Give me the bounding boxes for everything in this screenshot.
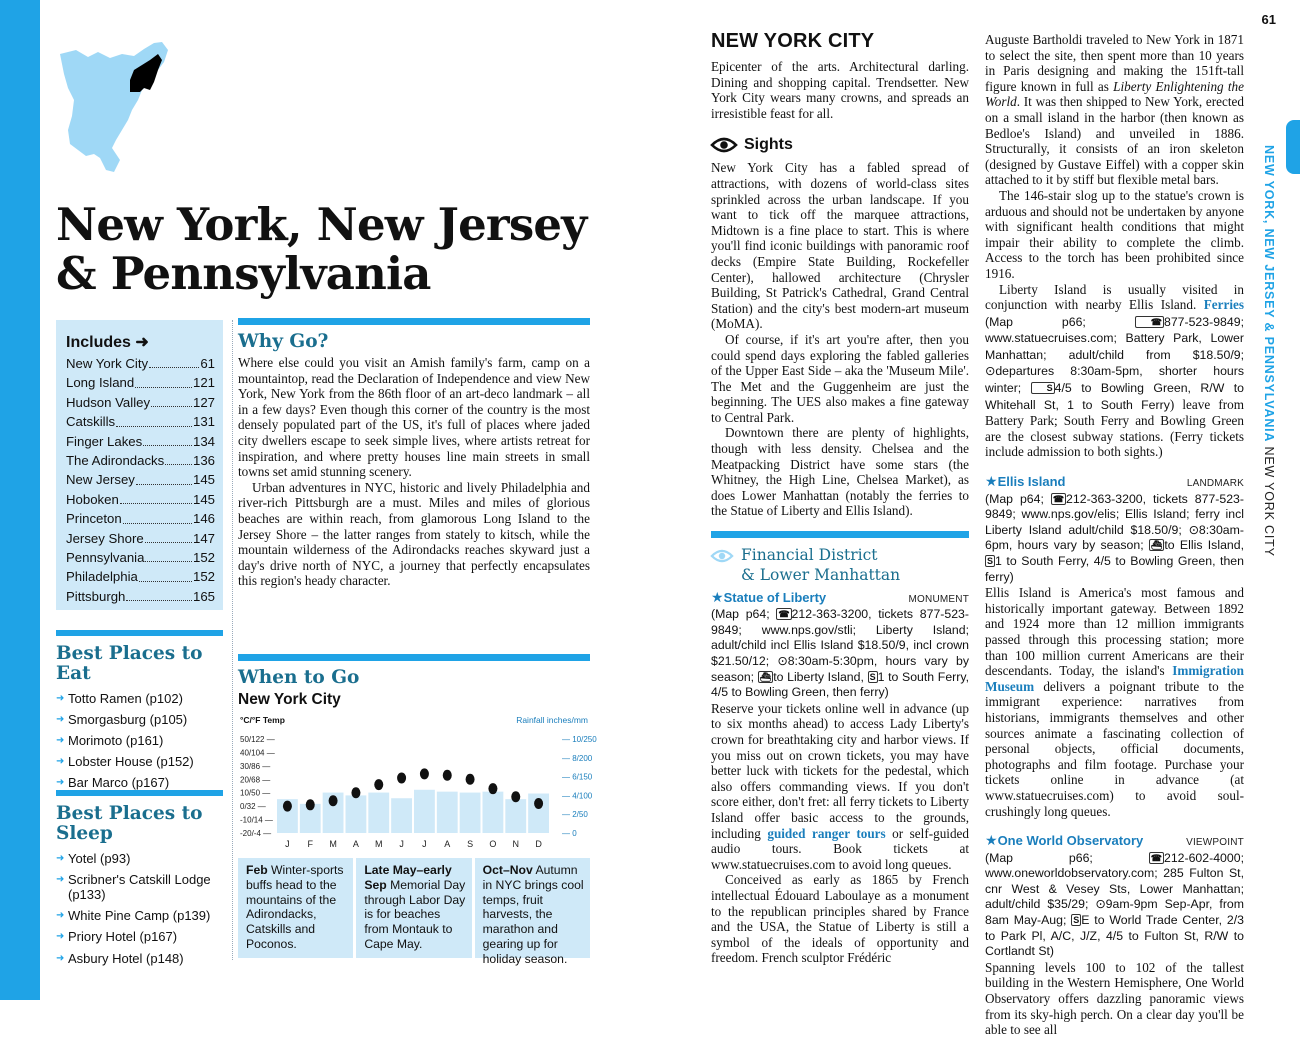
rainfall-bar bbox=[437, 792, 458, 833]
includes-item[interactable] bbox=[66, 373, 215, 392]
listing-header bbox=[985, 833, 1244, 851]
hours-text: 9am-9pm Sep-Apr, from 8am May-Aug bbox=[985, 897, 1245, 928]
listing-ellis-island bbox=[985, 474, 1244, 585]
includes-item-label: New York City bbox=[66, 356, 149, 371]
best-places-sleep bbox=[56, 790, 223, 972]
listing-info bbox=[985, 851, 1244, 960]
month-label: J bbox=[399, 839, 404, 849]
temperature-point bbox=[374, 779, 383, 790]
nyc-column-1 bbox=[711, 30, 969, 966]
includes-item[interactable] bbox=[66, 509, 215, 528]
listing-one-world-observatory bbox=[985, 833, 1244, 960]
info-text: (Map p64; bbox=[985, 491, 1051, 506]
nyc-column-2 bbox=[985, 32, 1244, 1038]
phone-text: 212-363-3200, tickets 877-523-9849 bbox=[711, 607, 969, 637]
temperature-point bbox=[488, 783, 497, 794]
leader-dots bbox=[126, 587, 192, 601]
includes-item-page: 136 bbox=[192, 453, 215, 469]
phone-text: 212-602-4000 bbox=[1163, 850, 1241, 865]
temperature-point bbox=[397, 772, 406, 783]
subway-text: 1 to South Ferry, 4/5 to Bowling Green, then ferry) bbox=[711, 669, 970, 700]
temperature-point bbox=[420, 768, 429, 779]
includes-item[interactable] bbox=[66, 451, 215, 470]
temp-tick-label: 10/50 — bbox=[240, 788, 271, 798]
owo-text bbox=[985, 960, 1244, 1038]
temperature-point bbox=[351, 787, 360, 798]
month-label: D bbox=[535, 839, 542, 849]
eye-icon bbox=[711, 549, 733, 563]
column-divider bbox=[232, 320, 233, 960]
subway-icon: S bbox=[1073, 915, 1080, 926]
statue-paragraph bbox=[711, 701, 969, 873]
rainfall-bar bbox=[368, 793, 389, 833]
rainfall-bar bbox=[483, 792, 504, 833]
info-text: ; bbox=[1140, 538, 1149, 553]
text-run: delivers a poignant tribute to the immigrant experience: narratives from historians, immigrants themselves and other sources animate a fascinating collection of personal objects, official documents, photographs and film footage. Purchase your tickets online in advance (at www.statuecruises.com) to avoid soul-crushingly long queues. bbox=[985, 678, 1244, 819]
chapter-title-line1: New York, New Jersey bbox=[56, 198, 587, 251]
text-emphasis: Liberty Enlightening the World bbox=[985, 78, 1244, 110]
leader-dots bbox=[123, 509, 192, 523]
climate-chart bbox=[238, 713, 597, 853]
best-sleep-item[interactable]: ➜ Priory Hotel (p167) bbox=[56, 929, 223, 945]
hours-text: 8:30am-6pm, hours vary by season bbox=[985, 522, 1244, 553]
includes-item-label: Jersey Shore bbox=[66, 530, 144, 546]
listing-type: MONUMENT bbox=[908, 593, 969, 605]
temperature-point bbox=[466, 774, 475, 785]
month-label: M bbox=[375, 839, 383, 849]
rainfall-bar bbox=[391, 798, 412, 833]
includes-item-label: Pennsylvania bbox=[66, 550, 145, 566]
phone-icon: ☎ bbox=[1135, 316, 1164, 328]
nyc-heading: NEW YORK CITY bbox=[711, 30, 875, 52]
ferry-icon: ⛴ bbox=[1150, 540, 1163, 551]
rain-tick-label: — 0 bbox=[562, 829, 577, 838]
best-sleep-item[interactable]: ➜ Yotel (p93) bbox=[56, 851, 223, 867]
left-edge-bar bbox=[0, 0, 40, 1000]
clock-icon: ⊙ bbox=[985, 364, 996, 379]
best-eat-item[interactable]: ➜ Bar Marco (p167) bbox=[56, 775, 223, 791]
best-sleep-list bbox=[56, 851, 223, 966]
sights-text bbox=[711, 160, 969, 519]
leader-dots bbox=[136, 470, 192, 484]
subway-text: 1 to South Ferry, 4/5 to Bowling Green, then ferry) bbox=[985, 554, 1244, 584]
sights-paragraph: Downtown there are plenty of highlights, though with less density. Chelsea and the Meatpacking District have some stars (the Whitney, the High Line, Chelsea Market), as does Lower Manhattan (notably the ferries to the Statue of Liberty and Ellis Island). bbox=[711, 425, 969, 519]
why-go-section bbox=[238, 318, 590, 589]
subway-text: 4/5 to Bowling Green, R/W to Whitehall St, 1 to South Ferry bbox=[985, 381, 1244, 412]
sights-paragraph: New York City has a fabled spread of attractions, with dozens of world-class sites sprinkled across the urban landscape. If you want to tick off the marquee attractions, Midtown is a fine place to start. This is where you'll find iconic buildings with panoramic roof decks (Empire State Building, Rockefeller Center), hallowed architecture (Chrysler Building, St Patrick's Cathedral, Grand Central Station) and the city's best modern-art museum (MoMA). bbox=[711, 160, 969, 332]
ferry-text: to Ellis Island, bbox=[1164, 538, 1244, 553]
temp-tick-label: 30/86 — bbox=[240, 761, 271, 771]
leader-dots bbox=[151, 393, 192, 407]
clock-icon: ⊙ bbox=[777, 654, 788, 669]
includes-item[interactable] bbox=[66, 393, 215, 412]
month-label: S bbox=[467, 839, 474, 849]
text-run: Auguste Bartholdi traveled to New York in 1871 to select the site, then spent more than 10 years in Paris designing and making the 151ft-tall figure known in full as bbox=[985, 32, 1244, 94]
temperature-point bbox=[283, 801, 292, 812]
best-sleep-item[interactable]: ➜ Scribner's Catskill Lodge (p133) bbox=[56, 872, 223, 903]
listing-header bbox=[711, 590, 969, 608]
includes-item-label: The Adirondacks bbox=[66, 453, 165, 469]
listing-header bbox=[985, 474, 1244, 492]
includes-item[interactable] bbox=[66, 567, 215, 586]
month-label: O bbox=[489, 839, 497, 849]
includes-item[interactable] bbox=[66, 412, 215, 431]
side-label-section: NEW YORK CITY bbox=[1262, 442, 1276, 557]
rainfall-bar bbox=[346, 795, 367, 833]
month-label: A bbox=[444, 839, 451, 849]
rain-axis-label: Rainfall inches/mm bbox=[516, 715, 588, 725]
clock-icon: ⊙ bbox=[1188, 522, 1199, 537]
section-rule bbox=[238, 318, 590, 325]
includes-item-label: Hudson Valley bbox=[66, 394, 151, 410]
best-eat-item[interactable]: ➜ Morimoto (p161) bbox=[56, 733, 223, 749]
eye-icon bbox=[711, 137, 737, 153]
rain-tick-label: — 8/200 bbox=[562, 753, 593, 763]
leader-dots bbox=[149, 354, 199, 368]
text-run: Liberty Island is usually visited in conjunction with nearby Ellis Island. bbox=[985, 281, 1244, 313]
rain-tick-label: — 2/50 bbox=[562, 810, 588, 820]
temp-tick-label: 0/32 — bbox=[240, 802, 266, 812]
includes-item-page: 127 bbox=[192, 394, 215, 410]
includes-item-label: Pittsburgh bbox=[66, 588, 126, 604]
includes-item[interactable] bbox=[66, 470, 215, 489]
season-text: Autumn in NYC brings cool temps, fruit harvests, the marathon and gearing up for holiday season. bbox=[482, 863, 584, 966]
includes-item-page: 165 bbox=[192, 588, 215, 604]
includes-item-page: 152 bbox=[192, 569, 215, 585]
info-text: ; bbox=[1062, 913, 1072, 928]
best-sleep-item[interactable]: ➜ Asbury Hotel (p148) bbox=[56, 951, 223, 967]
phone-icon: ☎ bbox=[1052, 493, 1065, 504]
includes-item-label: Philadelphia bbox=[66, 569, 138, 585]
hours-text: 8:30am-5:30pm, hours vary by season bbox=[711, 654, 969, 684]
listing-title bbox=[711, 590, 826, 607]
subway-icon: S bbox=[1031, 382, 1055, 394]
info-text: ; www.nps.gov/stli; Liberty Island; adult/child incl Ellis Island $18.50/9, incl crown $21.50/12; bbox=[711, 622, 969, 669]
includes-item-label: Princeton bbox=[66, 511, 122, 527]
month-label: N bbox=[512, 839, 519, 849]
listing-info bbox=[985, 492, 1244, 586]
best-eat-heading: Best Places to Eat bbox=[56, 643, 203, 685]
owo-paragraph: Spanning levels 100 to 102 of the tallest building in the Western Hemisphere, One World Observatory offers dazzling panoramic views from its sky-high perch. On a clear day you'll be able to see all bbox=[985, 959, 1244, 1038]
includes-item-page: 145 bbox=[192, 472, 215, 488]
listing-title bbox=[985, 474, 1065, 491]
info-text: ; www.statuecruises.com; Battery Park, Lower Manhattan; adult/child from $18.50/9; bbox=[985, 314, 1244, 362]
statue-paragraph bbox=[985, 282, 1244, 461]
fd-heading-line1: Financial District bbox=[741, 546, 878, 565]
rainfall-bar bbox=[414, 790, 435, 833]
month-label: J bbox=[422, 839, 427, 849]
when-to-go-city: New York City bbox=[238, 691, 341, 708]
month-label: A bbox=[352, 839, 359, 849]
side-label-chapter: NEW YORK, NEW JERSEY & PENNSYLVANIA bbox=[1262, 145, 1276, 443]
temp-tick-label: 50/122 — bbox=[240, 735, 275, 744]
temp-tick-label: -10/14 — bbox=[240, 815, 273, 825]
text-run: or self-guided audio tours. Book tickets at www.statuecruises.com to avoid long queues. bbox=[711, 825, 970, 872]
ferries-link[interactable]: Ferries bbox=[1203, 297, 1244, 313]
why-go-paragraph: Where else could you visit an Amish family's farm, camp on a mountaintop, read the Declaration of Independence and view New York, New York from the 86th floor of an art-deco landmark – all in a few days? Even though this corner of the country is the most densely populated part of the US, it's full of places where jaded city dwellers escape to seek simple lives, where artists retreat for inspiration, and where pretty houses line main streets in small towns set amid stunning scenery. bbox=[238, 355, 590, 480]
ferry-icon: ⛴ bbox=[759, 671, 772, 682]
season-text: Memorial Day through Labor Day is for beaches from Montauk to Cape May. bbox=[364, 877, 466, 951]
chapter-tab bbox=[1286, 120, 1300, 174]
includes-item-page: 121 bbox=[192, 375, 215, 391]
subway-icon: S bbox=[987, 556, 994, 566]
chapter-title bbox=[56, 198, 616, 301]
why-go-heading: Why Go? bbox=[238, 331, 329, 352]
temp-axis-label: °C/°F Temp bbox=[240, 715, 285, 725]
section-rule bbox=[56, 790, 223, 796]
season-box bbox=[356, 858, 471, 958]
sights-paragraph: Of course, if it's art you're after, then you could spend days exploring the fabled galleries of the Upper East Side – aka the 'Museum Mile'. The Met and the Guggenheim are just the beginning. The UES also makes a fine gateway to Central Park. bbox=[711, 331, 969, 425]
best-eat-list bbox=[56, 691, 223, 791]
temperature-point bbox=[511, 791, 520, 802]
star-icon: ★ bbox=[985, 473, 998, 490]
clock-icon: ⊙ bbox=[1095, 897, 1106, 912]
fd-heading-line2: & Lower Manhattan bbox=[741, 565, 901, 584]
listing-type: VIEWPOINT bbox=[1186, 837, 1244, 849]
season-boxes bbox=[238, 858, 590, 966]
includes-item[interactable] bbox=[66, 529, 215, 548]
climate-chart-svg bbox=[238, 713, 597, 853]
temp-tick-label: 40/104 — bbox=[240, 748, 275, 758]
financial-district-section bbox=[711, 531, 969, 966]
text-run: Reserve your tickets online well in advance (up to six months ahead) to access Lady Liberty's crown for breathtaking city and harbor views. If you miss out on crown tickets, you may have better luck with tickets for the pedestal, which also offers commanding views. If you don't score either, don't fret: all ferry tickets to Liberty Island offer basic access to the grounds, including bbox=[711, 700, 969, 841]
includes-item-page: 131 bbox=[192, 414, 215, 430]
month-label: M bbox=[329, 839, 337, 849]
hours-text: departures 8:30am-5pm, shorter hours winter; bbox=[985, 364, 1244, 396]
includes-item[interactable] bbox=[66, 354, 215, 373]
best-eat-item[interactable]: ➜ Totto Ramen (p102) bbox=[56, 691, 223, 707]
listing-title bbox=[985, 833, 1143, 850]
temperature-point bbox=[329, 795, 338, 806]
info-text: ; www.oneworldobservatory.com; 285 Fulton St, cnr West & Vesey Sts, Lower Manhattan; adult/child $35/29; bbox=[985, 850, 1244, 912]
includes-heading: Includes ➜ bbox=[66, 334, 149, 351]
star-icon: ★ bbox=[711, 588, 724, 605]
includes-item[interactable] bbox=[66, 432, 215, 451]
info-text: (Map p66; bbox=[985, 850, 1149, 865]
month-label: J bbox=[285, 839, 290, 849]
phone-icon: ☎ bbox=[778, 609, 790, 620]
month-label: F bbox=[307, 839, 313, 849]
listing-info bbox=[711, 607, 969, 701]
text-run: Ellis Island is America's most famous and historically important gateway. Between 1892 and 1924 more than 12 million immigrants passed through this processing station; more than 100 million current Americans are their descendants. Today, the island's bbox=[985, 585, 1244, 679]
temperature-point bbox=[306, 799, 315, 810]
info-text: ; bbox=[750, 669, 758, 684]
section-rule bbox=[711, 531, 969, 538]
listing-name[interactable]: One World Observatory bbox=[997, 833, 1144, 849]
temperature-point bbox=[443, 770, 452, 781]
temp-tick-label: 20/68 — bbox=[240, 775, 271, 785]
includes-item-page: 145 bbox=[192, 491, 215, 507]
includes-item-label: Hoboken bbox=[66, 491, 119, 507]
season-period: Feb bbox=[246, 863, 268, 877]
leader-dots bbox=[135, 373, 192, 387]
leader-dots bbox=[116, 412, 192, 426]
listing-type: LANDMARK bbox=[1186, 478, 1244, 490]
temp-tick-label: -20/-4 — bbox=[240, 829, 272, 838]
why-go-paragraph: Urban adventures in NYC, historic and lively Philadelphia and river-rich Pittsburgh are a must. Miles and miles of glorious beaches are within reach, from glamorous Long Island to the Jersey Shore – the latter ranges from stately to kitsch, while the mountain wilderness of the Adirondacks reaches skyward just a day's drive north of NYC, a journey that perfectly encapsulates this region's heady character. bbox=[238, 479, 590, 589]
why-go-text bbox=[238, 355, 590, 589]
includes-list bbox=[66, 354, 215, 606]
includes-item-page: 152 bbox=[192, 550, 215, 566]
statue-paragraph: The 146-stair slog up to the statue's crown is arduous and should not be undertaken by anyone with significant health conditions that might impair their ability to complete the climb. Access to the torch has been prohibited since 1916. bbox=[985, 187, 1244, 281]
statue-paragraph: Conceived as early as 1865 by French intellectual Édouard Laboulaye as a monument to the republican principles shared by France and the USA, the Statue of Liberty is still a symbol of the ideals of opportunity and freedom. French sculptor Frédéric bbox=[711, 872, 969, 966]
temperature-point bbox=[534, 798, 543, 809]
rainfall-bar bbox=[505, 799, 526, 833]
season-period: Late May–early Sep bbox=[364, 863, 452, 892]
listing-name[interactable]: Statue of Liberty bbox=[723, 589, 827, 605]
includes-item-page: 146 bbox=[192, 511, 215, 527]
ellis-paragraph bbox=[985, 585, 1244, 819]
includes-item-label: New Jersey bbox=[66, 472, 135, 488]
ferry-text: to Liberty Island, bbox=[773, 669, 868, 684]
rainfall-bar bbox=[460, 793, 481, 833]
includes-item[interactable] bbox=[66, 490, 215, 509]
phone-text: 212-363-3200, tickets 877-523-9849 bbox=[985, 491, 1244, 522]
chapter-title-line2: & Pennsylvania bbox=[56, 247, 431, 301]
when-to-go-section bbox=[238, 654, 597, 966]
phone-text: 877-523-9849 bbox=[1163, 314, 1241, 329]
includes-item-label: Long Island bbox=[66, 375, 135, 391]
ranger-tours-link[interactable]: guided ranger tours bbox=[767, 825, 886, 841]
chapter-side-label bbox=[1262, 145, 1276, 557]
best-eat-item[interactable]: ➜ Lobster House (p152) bbox=[56, 754, 223, 770]
leader-dots bbox=[165, 451, 192, 465]
text-run: . It was then shipped to New York, erected on a small island in the harbor (then known as Bedloe's Island) and unveiled in 1886. Structurally, it consists of an iron skeleton (designed by Gustave Eiffel) with a copper skin attached to it by stiff but flexible metal bars. bbox=[985, 94, 1244, 188]
includes-item-label: Finger Lakes bbox=[66, 433, 143, 449]
includes-item[interactable] bbox=[66, 548, 215, 567]
best-eat-item[interactable]: ➜ Smorgasburg (p105) bbox=[56, 712, 223, 728]
rain-tick-label: — 10/250 bbox=[562, 735, 597, 744]
nyc-intro: Epicenter of the arts. Architectural darling. Dining and shopping capital. Trendsetter. New York City wears many crowns, and spreads an irresistible feast for all. bbox=[711, 59, 969, 121]
best-sleep-heading: Best Places to Sleep bbox=[56, 803, 203, 845]
subway-icon: S bbox=[869, 671, 876, 682]
includes-item[interactable] bbox=[66, 587, 215, 606]
ellis-text bbox=[985, 585, 1244, 819]
includes-item-page: 61 bbox=[200, 356, 215, 371]
leader-dots bbox=[139, 567, 192, 581]
sights-heading: Sights bbox=[744, 136, 793, 154]
best-places-eat bbox=[56, 630, 223, 796]
leader-dots bbox=[143, 432, 192, 446]
includes-item-page: 147 bbox=[192, 530, 215, 546]
season-period: Oct–Nov bbox=[482, 863, 533, 877]
statue-continued-text bbox=[985, 32, 1244, 460]
season-text: Winter-sports buffs head to the mountains of the Adirondacks, Catskills and Poconos. bbox=[246, 863, 344, 951]
includes-item-page: 134 bbox=[192, 433, 215, 449]
best-sleep-item[interactable]: ➜ White Pine Camp (p139) bbox=[56, 908, 223, 924]
leader-dots bbox=[120, 490, 192, 504]
info-text: (Map p64; bbox=[711, 607, 777, 622]
listing-name[interactable]: Ellis Island bbox=[997, 474, 1066, 490]
section-rule bbox=[56, 630, 223, 636]
rain-tick-label: — 4/100 bbox=[562, 791, 593, 801]
season-box bbox=[238, 858, 353, 958]
text-run: ) leave from Battery Park; South Ferry and Bowling Green are the closest subway stations. (Ferry tickets include admission to both sights.) bbox=[985, 396, 1244, 460]
financial-district-heading bbox=[741, 546, 900, 586]
leader-dots bbox=[145, 529, 192, 543]
includes-item-label: Catskills bbox=[66, 414, 116, 430]
sights-heading-row bbox=[711, 136, 969, 154]
leader-dots bbox=[145, 548, 192, 562]
locator-map bbox=[54, 30, 184, 180]
rain-tick-label: — 6/150 bbox=[562, 772, 593, 782]
info-text: (Map p66; bbox=[985, 314, 1135, 329]
section-rule bbox=[238, 654, 590, 661]
when-to-go-heading: When to Go bbox=[238, 667, 360, 688]
subway-text: E to World Trade Center, 2/3 to Park Pl, A/C, J/Z, 4/5 to Fulton St, R/W to Cortlandt St) bbox=[985, 913, 1244, 959]
financial-district-heading-row bbox=[711, 546, 969, 586]
phone-icon: ☎ bbox=[1150, 852, 1162, 863]
star-icon: ★ bbox=[985, 832, 998, 849]
info-text: ; www.nps.gov/elis; Ellis Island; ferry incl Liberty Island adult/child $18.50/9; bbox=[985, 507, 1244, 537]
listing-statue-of-liberty bbox=[711, 590, 969, 701]
page-number: 61 bbox=[1261, 12, 1276, 27]
immigration-museum-link[interactable]: Immigration Museum bbox=[985, 663, 1244, 694]
statue-text bbox=[711, 701, 969, 966]
season-box bbox=[475, 858, 590, 966]
includes-box bbox=[56, 320, 223, 610]
statue-paragraph bbox=[985, 32, 1244, 188]
